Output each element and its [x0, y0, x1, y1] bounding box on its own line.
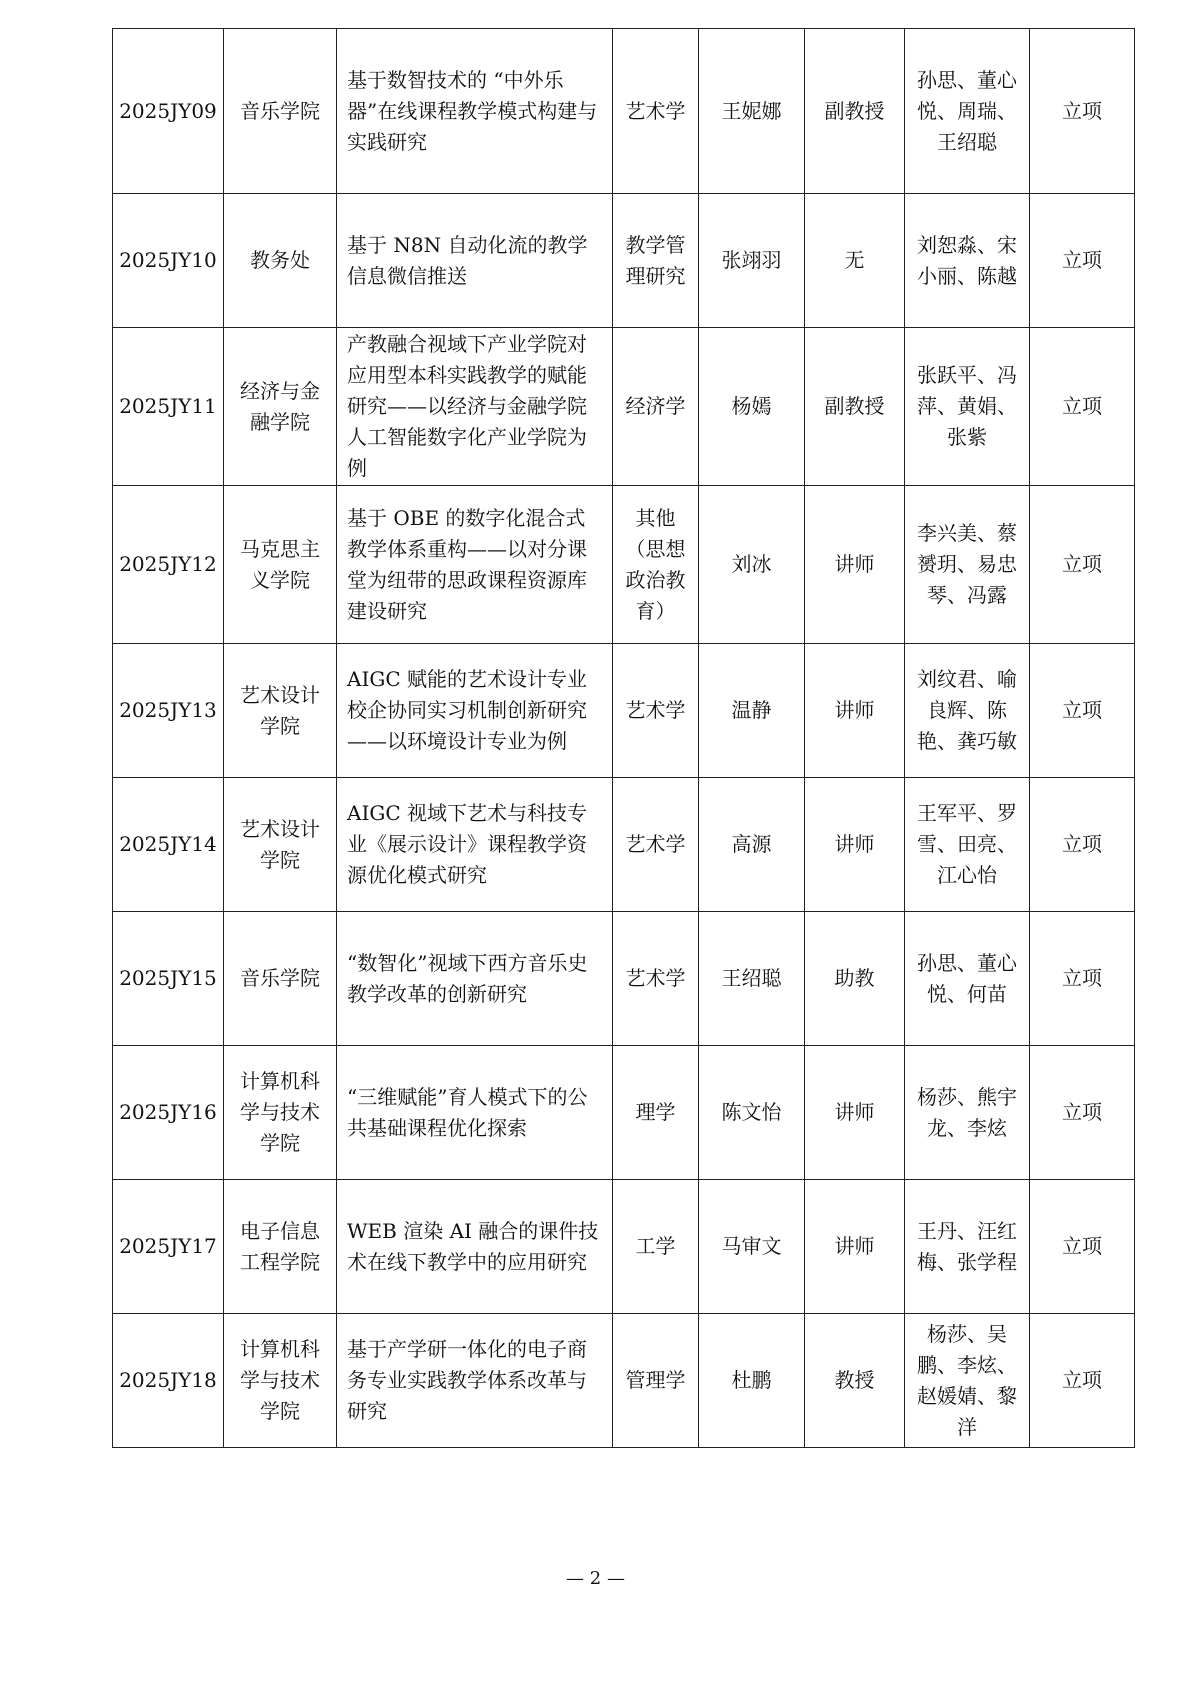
- project-code: 2025JY11: [113, 328, 224, 486]
- table-row: [113, 644, 1135, 778]
- page-number: — 2 —: [566, 1568, 625, 1589]
- leader: 温静: [699, 644, 805, 778]
- table-row: [113, 912, 1135, 1046]
- rank: 教授: [805, 1314, 905, 1448]
- college: 艺术设计学院: [224, 644, 337, 778]
- rank: 助教: [805, 912, 905, 1046]
- result: 立项: [1030, 1314, 1135, 1448]
- project-title: 基于数智技术的 “中外乐器”在线课程教学模式构建与实践研究: [337, 29, 613, 194]
- project-code: 2025JY14: [113, 778, 224, 912]
- members: 王丹、汪红梅、张学程: [905, 1180, 1030, 1314]
- result: 立项: [1030, 1046, 1135, 1180]
- leader: 张翊羽: [699, 194, 805, 328]
- project-title: AIGC 赋能的艺术设计专业校企协同实习机制创新研究——以环境设计专业为例: [337, 644, 613, 778]
- result: 立项: [1030, 29, 1135, 194]
- project-code: 2025JY17: [113, 1180, 224, 1314]
- result: 立项: [1030, 912, 1135, 1046]
- table-row: [113, 778, 1135, 912]
- table-row: [113, 1314, 1135, 1448]
- college: 经济与金融学院: [224, 328, 337, 486]
- table-row: [113, 1180, 1135, 1314]
- project-code: 2025JY10: [113, 194, 224, 328]
- college: 艺术设计学院: [224, 778, 337, 912]
- discipline: 教学管理研究: [613, 194, 699, 328]
- table-row: [113, 328, 1135, 486]
- leader: 王绍聪: [699, 912, 805, 1046]
- members: 刘恕淼、宋小丽、陈越: [905, 194, 1030, 328]
- college: 教务处: [224, 194, 337, 328]
- discipline: 管理学: [613, 1314, 699, 1448]
- discipline: 艺术学: [613, 29, 699, 194]
- discipline: 经济学: [613, 328, 699, 486]
- table-row: [113, 194, 1135, 328]
- rank: 副教授: [805, 328, 905, 486]
- project-title: 基于 N8N 自动化流的教学信息微信推送: [337, 194, 613, 328]
- table-row: [113, 29, 1135, 194]
- rank: 副教授: [805, 29, 905, 194]
- members: 李兴美、蔡赟玥、易忠琴、冯露: [905, 486, 1030, 644]
- project-table: [112, 28, 1135, 1448]
- project-title: 基于产学研一体化的电子商务专业实践教学体系改革与研究: [337, 1314, 613, 1448]
- discipline: 艺术学: [613, 778, 699, 912]
- project-code: 2025JY16: [113, 1046, 224, 1180]
- project-code: 2025JY18: [113, 1314, 224, 1448]
- result: 立项: [1030, 328, 1135, 486]
- result: 立项: [1030, 194, 1135, 328]
- leader: 杜鹏: [699, 1314, 805, 1448]
- project-code: 2025JY15: [113, 912, 224, 1046]
- project-code: 2025JY09: [113, 29, 224, 194]
- members: 王军平、罗雪、田亮、江心怡: [905, 778, 1030, 912]
- discipline: 工学: [613, 1180, 699, 1314]
- college: 音乐学院: [224, 912, 337, 1046]
- members: 刘纹君、喻良辉、陈艳、龚巧敏: [905, 644, 1030, 778]
- rank: 讲师: [805, 778, 905, 912]
- college: 音乐学院: [224, 29, 337, 194]
- leader: 高源: [699, 778, 805, 912]
- rank: 无: [805, 194, 905, 328]
- project-title: 基于 OBE 的数字化混合式教学体系重构——以对分课堂为纽带的思政课程资源库建设研究: [337, 486, 613, 644]
- result: 立项: [1030, 486, 1135, 644]
- members: 孙思、董心悦、何苗: [905, 912, 1030, 1046]
- project-title: WEB 渲染 AI 融合的课件技术在线下教学中的应用研究: [337, 1180, 613, 1314]
- project-title: AIGC 视域下艺术与科技专业《展示设计》课程教学资源优化模式研究: [337, 778, 613, 912]
- table-row: [113, 1046, 1135, 1180]
- leader: 王妮娜: [699, 29, 805, 194]
- college: 计算机科学与技术学院: [224, 1046, 337, 1180]
- rank: 讲师: [805, 486, 905, 644]
- result: 立项: [1030, 778, 1135, 912]
- project-title: 产教融合视域下产业学院对应用型本科实践教学的赋能研究——以经济与金融学院人工智能数字化产业学院为例: [337, 328, 613, 486]
- college: 计算机科学与技术学院: [224, 1314, 337, 1448]
- project-title: “三维赋能”育人模式下的公共基础课程优化探索: [337, 1046, 613, 1180]
- discipline: 理学: [613, 1046, 699, 1180]
- discipline: 其他（思想政治教育）: [613, 486, 699, 644]
- project-title: “数智化”视域下西方音乐史教学改革的创新研究: [337, 912, 613, 1046]
- rank: 讲师: [805, 1180, 905, 1314]
- rank: 讲师: [805, 644, 905, 778]
- leader: 陈文怡: [699, 1046, 805, 1180]
- rank: 讲师: [805, 1046, 905, 1180]
- members: 孙思、董心悦、周瑞、王绍聪: [905, 29, 1030, 194]
- college: 马克思主义学院: [224, 486, 337, 644]
- members: 张跃平、冯萍、黄娟、张紫: [905, 328, 1030, 486]
- project-code: 2025JY13: [113, 644, 224, 778]
- members: 杨莎、熊宇龙、李炫: [905, 1046, 1030, 1180]
- result: 立项: [1030, 644, 1135, 778]
- discipline: 艺术学: [613, 912, 699, 1046]
- members: 杨莎、吴鹏、李炫、赵媛婧、黎洋: [905, 1314, 1030, 1448]
- project-code: 2025JY12: [113, 486, 224, 644]
- leader: 马审文: [699, 1180, 805, 1314]
- table-row: [113, 486, 1135, 644]
- discipline: 艺术学: [613, 644, 699, 778]
- leader: 杨嫣: [699, 328, 805, 486]
- leader: 刘冰: [699, 486, 805, 644]
- result: 立项: [1030, 1180, 1135, 1314]
- college: 电子信息工程学院: [224, 1180, 337, 1314]
